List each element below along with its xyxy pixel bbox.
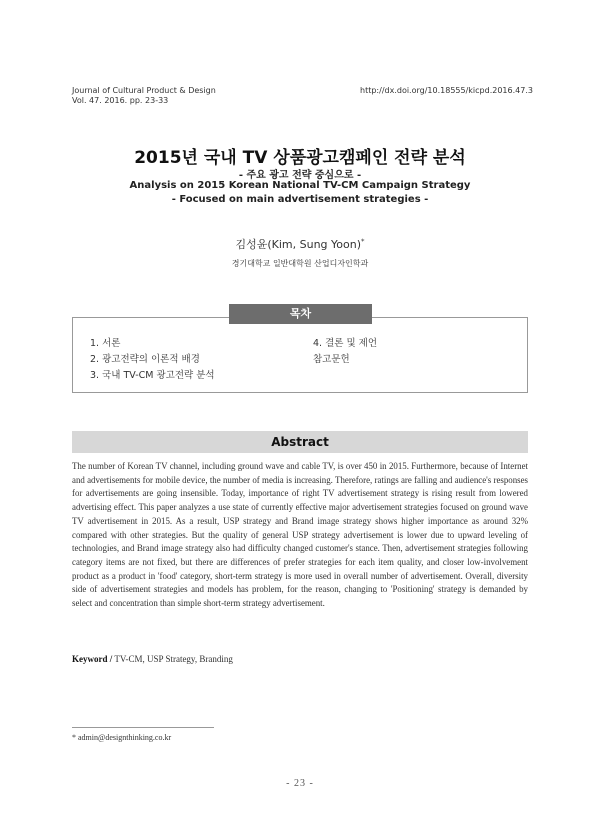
title-english: Analysis on 2015 Korean National TV-CM Campaign Strategy <box>129 180 471 191</box>
subtitle-english: - Focused on main advertisement strategies - <box>171 194 429 205</box>
footnote-divider <box>72 727 214 728</box>
author-mark: * <box>361 237 365 246</box>
doi-link[interactable]: http://dx.doi.org/10.18555/kicpd.2016.47.3 <box>360 86 533 95</box>
page-number: - 23 - <box>286 778 314 789</box>
abstract-heading: Abstract <box>72 431 528 453</box>
toc-item: 참고문헌 <box>313 354 350 365</box>
journal-volume: Vol. 47. 2016. pp. 23-33 <box>72 96 169 105</box>
author <box>0 236 600 252</box>
abstract-text: The number of Korean TV channel, including ground wave and cable TV, is over 450 in 2015. Furthermore, because of Internet and advertisements for mobile device, the number of media is increasing. Therefore, ratings are falling and audience's responses for advertisements are going insensible. Today, importance of right TV advertisement strategy is rising result from lowered advertising effect. This paper analyzes a use state of currently effective major advertisement strategies focused on ground wave TV advertisement in 2015. As a result, USP strategy and Brand image strategy shows higher importance as around 32% compared with other strategies. But the quality of general USP strategy advertisement is lower due to upward leveling of technologies, and Brand image strategy also had difficulty changed customer's stance. Then, advertisement strategies following category items are not fixed, but there are differences of prefer strategies for each item quality, and closer low-involvement product as a product in 'food' category, short-term strategy is more used in overall number of advertisement. Overall, diversity side of advertisement strategies and models has problem, for the reason, changing to 'Positioning' strategy is demanded by select and concentration than simple short-term strategy advertisement. <box>72 461 528 609</box>
footnote-email[interactable]: admin@designthinking.co.kr <box>78 733 172 742</box>
journal-name: Journal of Cultural Product & Design <box>72 86 216 95</box>
keyword-label: Keyword / <box>72 654 113 664</box>
subtitle-korean: - 주요 광고 전략 중심으로 - <box>238 170 362 181</box>
toc-item: 1. 서론 <box>90 338 121 349</box>
footnote <box>72 733 171 742</box>
keyword-value: TV-CM, USP Strategy, Branding <box>114 654 233 664</box>
toc-heading: 목차 <box>229 304 372 324</box>
toc-item: 4. 결론 및 제언 <box>313 338 378 349</box>
toc-item: 3. 국내 TV-CM 광고전략 분석 <box>90 370 215 381</box>
author-name: 김성윤(Kim, Sung Yoon) <box>235 238 362 251</box>
footnote-mark: * <box>72 733 76 742</box>
title-korean: 2015년 국내 TV 상품광고캠페인 전략 분석 <box>134 148 466 168</box>
author-affiliation: 경기대학교 일반대학원 산업디자인학과 <box>231 259 369 268</box>
keywords <box>72 654 528 664</box>
toc-item: 2. 광고전략의 이론적 배경 <box>90 354 200 365</box>
